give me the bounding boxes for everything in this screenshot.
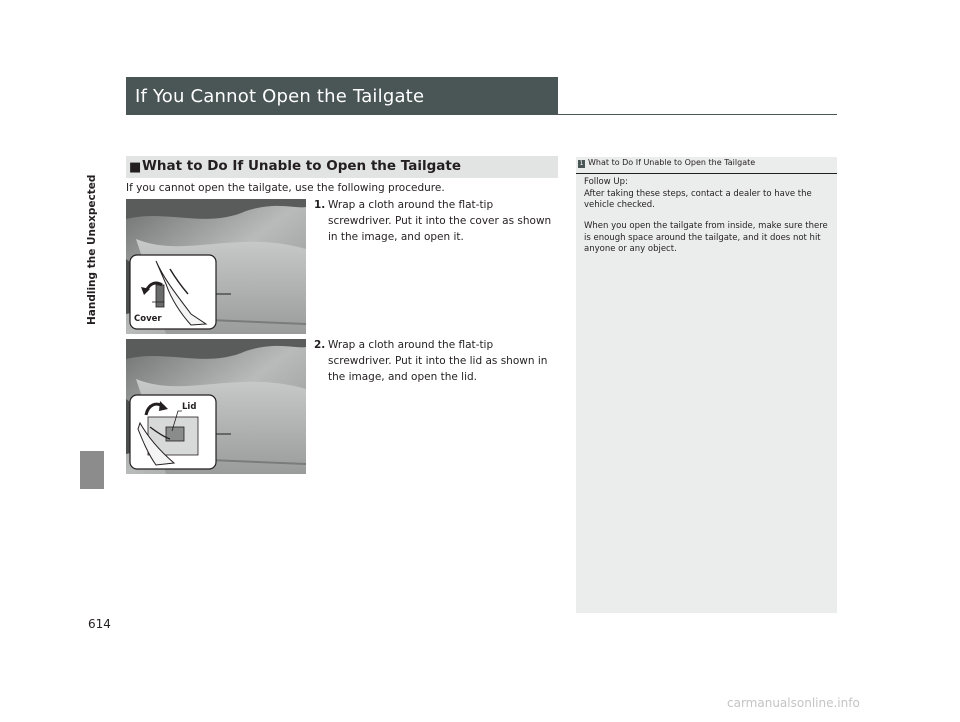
note-body — [584, 177, 834, 265]
watermark: carmanualsonline.info — [727, 696, 860, 710]
page-number: 614 — [88, 617, 111, 631]
step-2-number: 2. — [314, 339, 326, 351]
section-header — [126, 156, 558, 178]
tailgate-lid-illustration — [126, 339, 306, 474]
figure-lid — [126, 339, 306, 474]
callout-cover: Cover — [134, 314, 162, 324]
note-followup-text: After taking these steps, contact a dealer to have the vehicle checked. — [584, 188, 812, 210]
note-header — [576, 156, 837, 174]
note-followup-label: Follow Up: — [584, 177, 628, 187]
step-2-text: Wrap a cloth around the flat-tip screwdriver. Put it into the lid as shown in the image, and open the lid. — [328, 339, 548, 383]
section-title: What to Do If Unable to Open the Tailgate — [142, 158, 461, 174]
figure-cover — [126, 199, 306, 334]
note-marker: 1 — [579, 160, 584, 167]
page-title: If You Cannot Open the Tailgate — [135, 86, 425, 107]
step-1-number: 1. — [314, 199, 326, 211]
intro-text: If you cannot open the tailgate, use the following procedure. — [126, 182, 445, 194]
section-marker: ■ — [129, 160, 142, 175]
callout-lid: Lid — [182, 402, 197, 412]
note-heading: What to Do If Unable to Open the Tailgate — [588, 158, 756, 167]
note-paragraph: When you open the tailgate from inside, make sure there is enough space around the tailgate, and it does not hit anyone or any object. — [584, 221, 828, 254]
side-tab-marker — [80, 451, 104, 489]
title-rule — [558, 114, 837, 115]
side-tab-label: Handling the Unexpected — [86, 174, 98, 326]
step-1-text: Wrap a cloth around the flat-tip screwdriver. Put it into the cover as shown in the image, and open it. — [328, 199, 552, 243]
page-title-bar — [126, 77, 558, 115]
side-tab — [78, 50, 106, 490]
tailgate-cover-illustration — [126, 199, 306, 334]
